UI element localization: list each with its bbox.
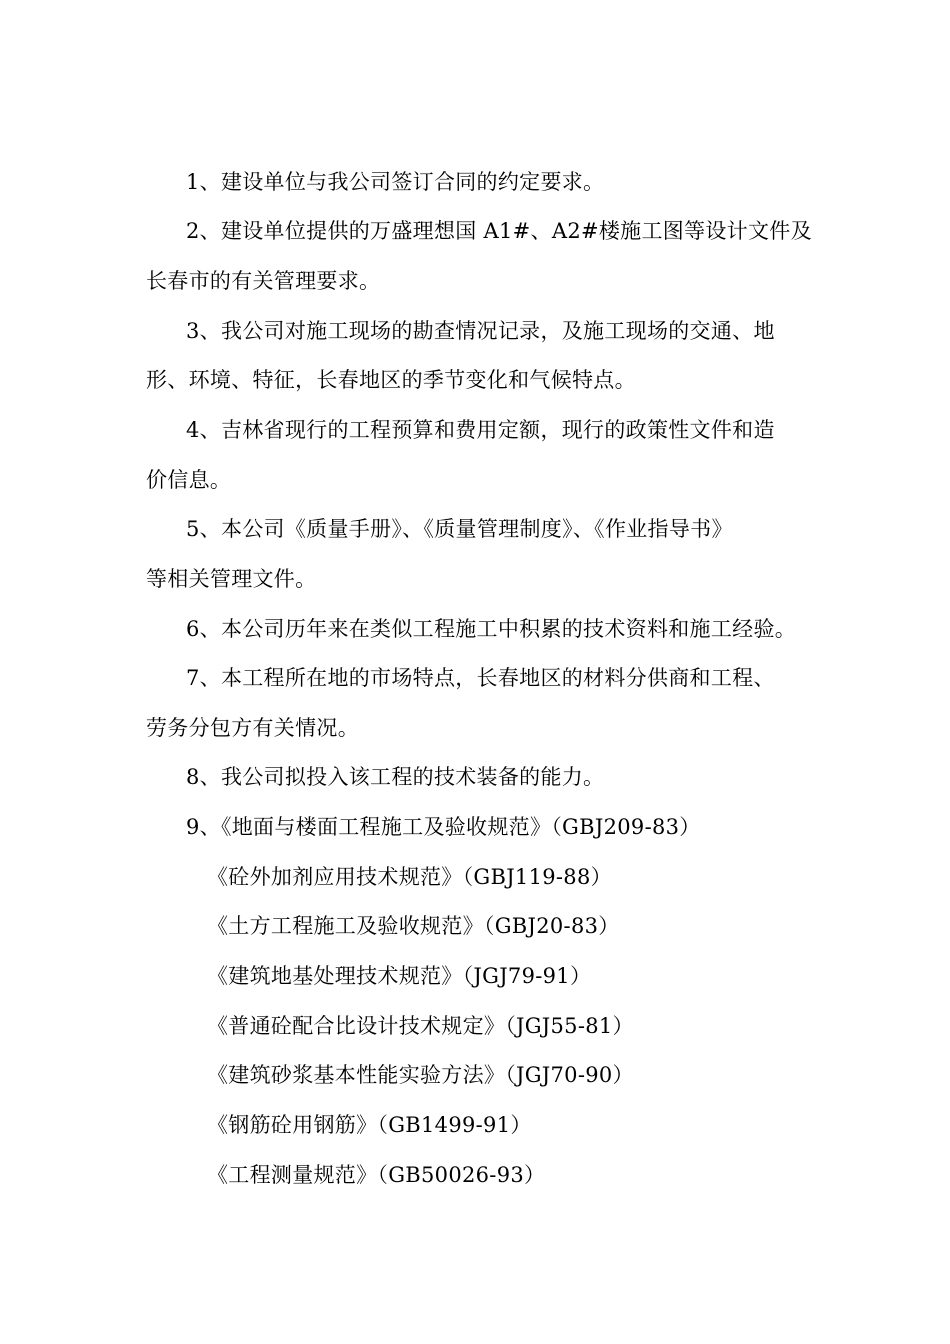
reference-6: 《钢筋砼用钢筋》（GB1499-91） — [207, 1113, 532, 1137]
item-7-line-2: 劳务分包方有关情况。 — [146, 716, 359, 740]
item-3-line-2: 形、环境、特征，长春地区的季节变化和气候特点。 — [146, 368, 636, 392]
item-8-line-1: 8、我公司拟投入该工程的技术装备的能力。 — [186, 765, 605, 789]
reference-3: 《建筑地基处理技术规范》（JGJ79-91） — [207, 964, 592, 988]
reference-7: 《工程测量规范》（GB50026-93） — [207, 1163, 546, 1187]
reference-1: 《砼外加剂应用技术规范》（GBJ119-88） — [207, 865, 612, 889]
item-1-line-1: 1、建设单位与我公司签订合同的约定要求。 — [186, 170, 605, 194]
item-5-line-2: 等相关管理文件。 — [146, 567, 317, 591]
reference-4: 《普通砼配合比设计技术规定》（JGJ55-81） — [207, 1014, 634, 1038]
item-2-line-2: 长春市的有关管理要求。 — [146, 269, 381, 293]
item-3-line-1: 3、我公司对施工现场的勘查情况记录，及施工现场的交通、地 — [186, 319, 775, 343]
reference-5: 《建筑砂浆基本性能实验方法》（JGJ70-90） — [207, 1063, 634, 1087]
item-5-line-1: 5、本公司《质量手册》、《质量管理制度》、《作业指导书》 — [186, 517, 733, 541]
item-7-line-1: 7、本工程所在地的市场特点，长春地区的材料分供商和工程、 — [186, 666, 775, 690]
item-6-line-1: 6、本公司历年来在类似工程施工中积累的技术资料和施工经验。 — [186, 617, 797, 641]
reference-2: 《土方工程施工及验收规范》（GBJ20-83） — [207, 914, 620, 938]
item-4-line-1: 4、吉林省现行的工程预算和费用定额，现行的政策性文件和造 — [186, 418, 775, 442]
item-9-line-1: 9、《地面与楼面工程施工及验收规范》（GBJ209-83） — [186, 815, 701, 839]
item-4-line-2: 价信息。 — [146, 468, 232, 492]
item-2-line-1: 2、建设单位提供的万盛理想国 A1#、A2#楼施工图等设计文件及 — [186, 219, 812, 243]
